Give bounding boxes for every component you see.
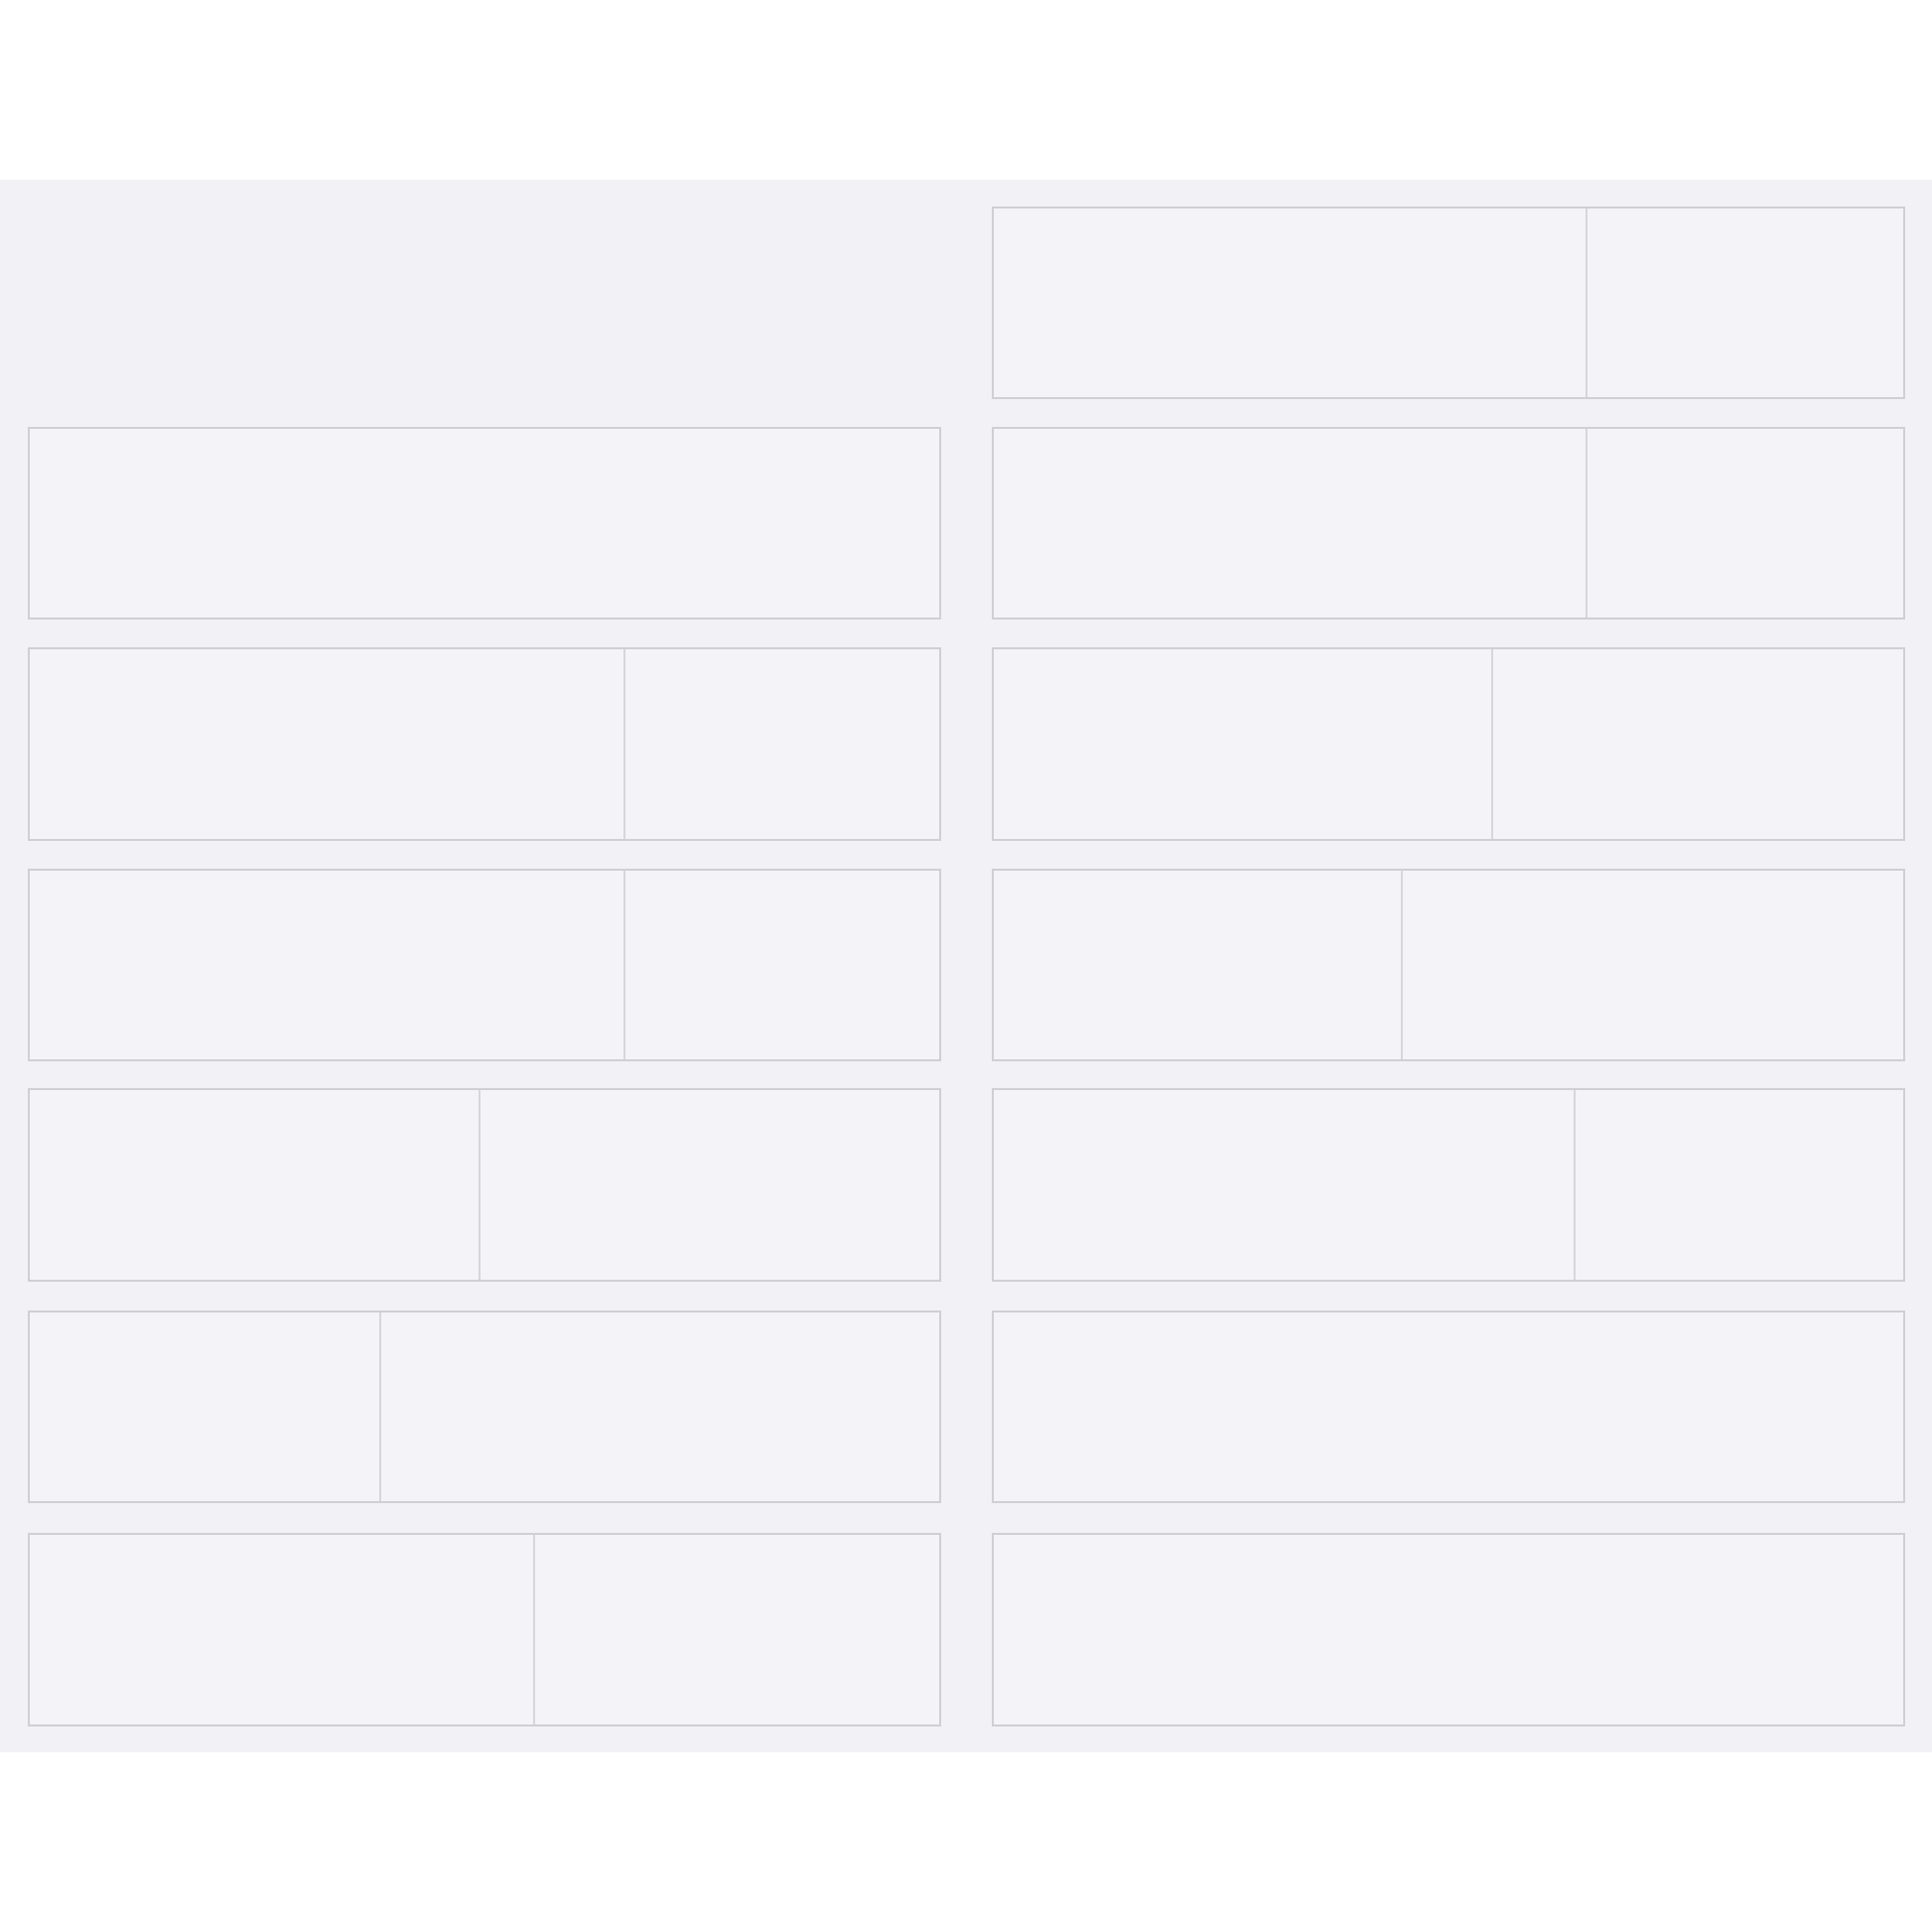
stone-panel <box>992 647 1905 841</box>
stone-panel <box>992 1088 1905 1282</box>
panel-divider <box>533 1535 535 1725</box>
panel-divider <box>1574 1090 1576 1280</box>
panel-divider <box>1401 871 1403 1059</box>
stone-panel <box>28 427 941 620</box>
stone-panel <box>992 427 1905 620</box>
chart-background <box>0 180 1932 1752</box>
stone-panel <box>28 1088 941 1282</box>
panel-divider <box>1491 649 1493 839</box>
panel-divider <box>1586 429 1587 618</box>
panel-divider <box>1586 208 1587 397</box>
stone-panel <box>28 869 941 1061</box>
stone-panel <box>992 1311 1905 1503</box>
stone-panel <box>28 1311 941 1503</box>
stone-panel <box>992 869 1905 1061</box>
stone-panel <box>992 207 1905 399</box>
panel-divider <box>623 871 625 1059</box>
panel-divider <box>379 1312 381 1501</box>
stone-panel <box>28 1533 941 1726</box>
stone-panel <box>992 1533 1905 1726</box>
stone-panel <box>28 647 941 841</box>
panel-divider <box>479 1090 481 1280</box>
panel-divider <box>623 649 625 839</box>
